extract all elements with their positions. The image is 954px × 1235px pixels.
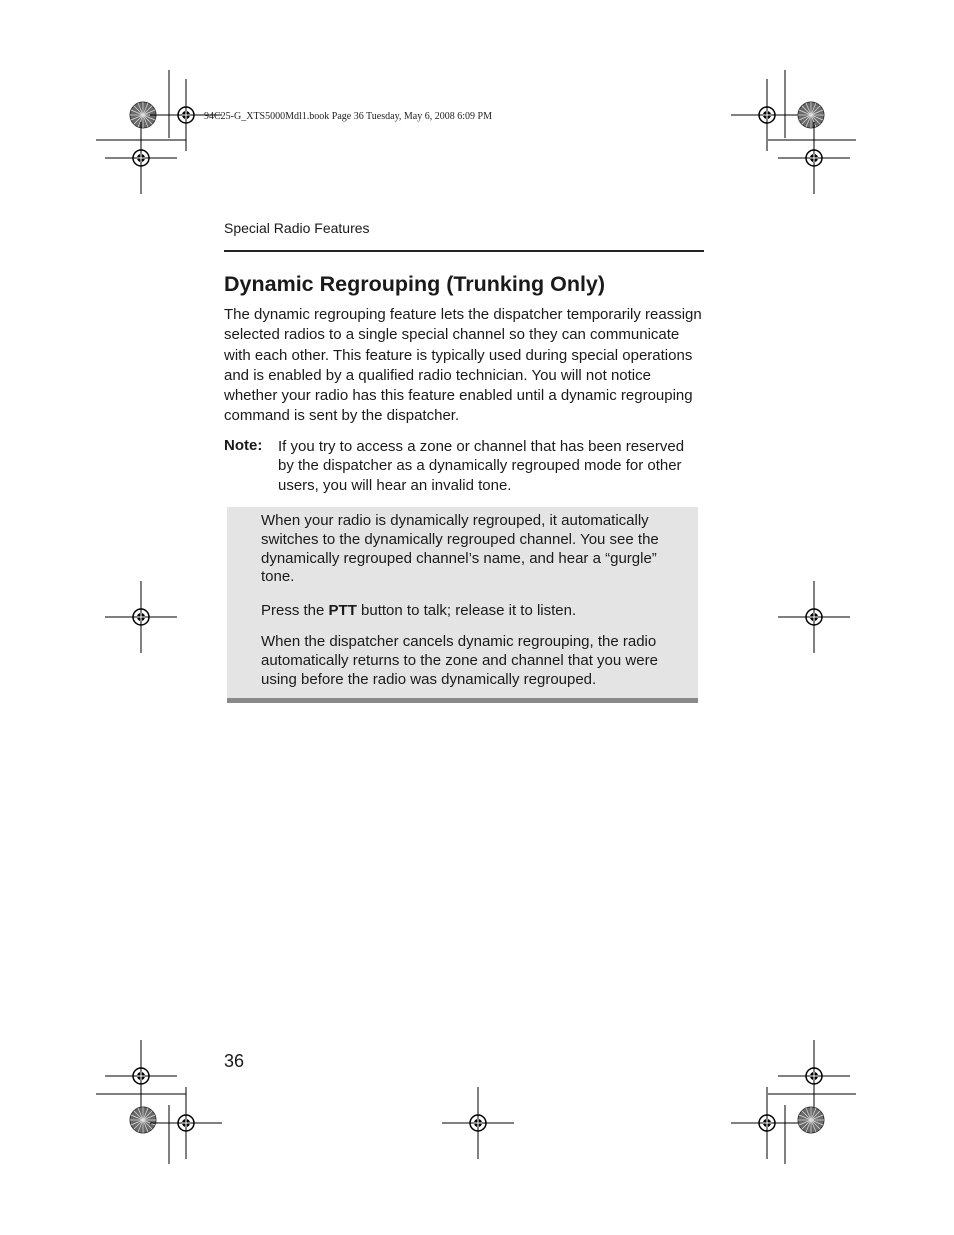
registration-target-icon [105,122,177,194]
registration-target-icon [105,1040,177,1112]
section-title: Dynamic Regrouping (Trunking Only) [224,272,606,296]
intro-paragraph: The dynamic regrouping feature lets the dispatcher temporarily reassign selected radios to a single special channel so they can communicate with each other. This feature is typically used during special operations and is enabled by a qualified radio technician. You will not notice whether your radio has this feature enabled until a dynamic regrouping command is sent by the dispatcher. [224,306,702,425]
ptt-button-label: PTT [328,602,357,619]
info-box-paragraph: When the dispatcher cancels dynamic regrouping, the radio automatically returns to the zone and channel that you were using before the radio was dynamically regrouped. [261,633,658,688]
registration-target-icon [778,122,850,194]
info-box-paragraph [261,602,685,621]
header-rule [224,250,704,252]
registration-target-icon [778,1040,850,1112]
info-box-text: button to talk; release it to listen. [356,602,577,619]
registration-target-icon [442,1087,514,1159]
info-box [227,507,698,703]
registration-star-icon [130,1107,156,1133]
registration-target-icon [731,1087,803,1159]
registration-target-icon [150,1087,222,1159]
registration-star-icon [798,1107,824,1133]
running-head: Special Radio Features [224,220,370,236]
book-slug: 94C25-G_XTS5000Mdl1.book Page 36 Tuesday, May 6, 2008 6:09 PM [204,111,492,122]
note-label: Note: [224,437,263,454]
info-box-text: Press the [261,602,329,619]
note-text: If you try to access a zone or channel that has been reserved by the dispatcher as a dynamically regrouped mode for other users, you will hear an invalid tone. [278,438,685,494]
page-number: 36 [224,1051,245,1071]
registration-target-icon [778,581,850,653]
registration-star-icon [798,102,824,128]
registration-target-icon [105,581,177,653]
info-box-paragraph: When your radio is dynamically regrouped, it automatically switches to the dynamically regrouped channel. You see the dynamically regrouped channel’s name, and hear a “gurgle” tone. [261,512,659,586]
